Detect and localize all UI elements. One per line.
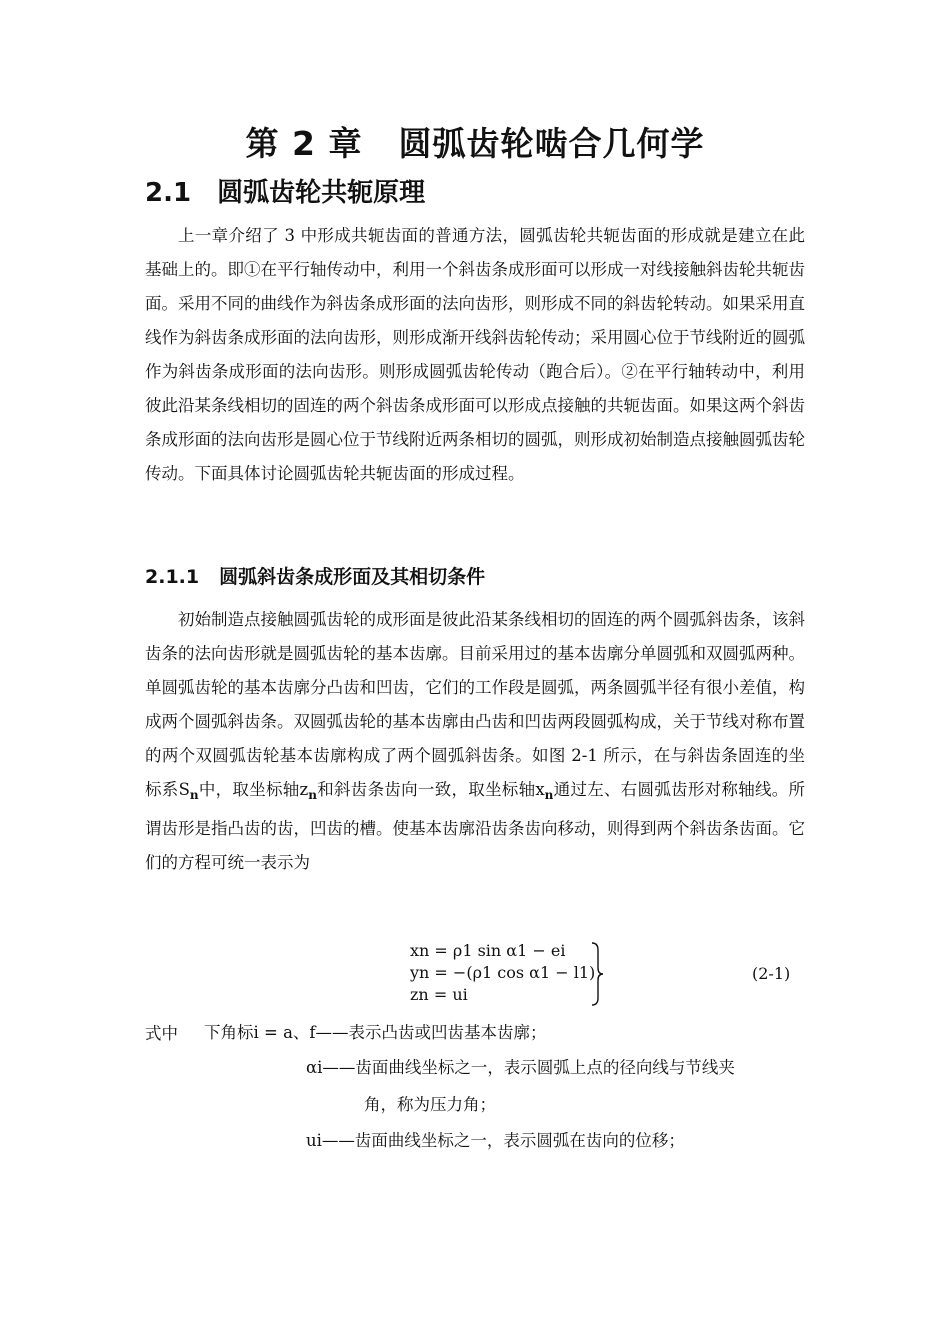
symbol-S: S bbox=[178, 780, 190, 799]
equation-line-2: yn = −(ρ1 cos α1 − l1) bbox=[410, 963, 596, 982]
symbol-x: x bbox=[535, 780, 545, 799]
section-number: 2.1 bbox=[145, 178, 192, 208]
paragraph-2-text-d: 通过左、右圆弧齿形对称轴线。所谓齿形是指凸齿的齿，凹齿的槽。使基本齿廓沿齿条齿向移动，则得到两个斜齿条齿面。它们的方程可统一表示为 bbox=[145, 780, 806, 872]
subsection-number: 2.1.1 bbox=[145, 566, 200, 588]
symbol-x-subscript: n bbox=[544, 788, 554, 802]
where-label: 式中 bbox=[145, 1024, 178, 1043]
paragraph-2-text-a: 初始制造点接触圆弧齿轮的成形面是彼此沿某条线相切的固连的两个圆弧斜齿条，该斜齿条的法向齿形就是圆弧齿轮的基本齿廓。目前采用过的基本齿廓分单圆弧和双圆弧两种。单圆弧齿轮的基本齿廓分凸齿和凹齿，它们的工作段是圆弧，两条圆弧半径有很小差值，构成两个圆弧斜齿条。双圆弧齿轮的基本齿廓由凸齿和凹齿两段圆弧构成，关于节线对称布置的两个双圆弧齿轮基本齿廓构成了两个圆弧斜齿条。如图 2-1 所示，在与斜齿条固连的坐标系 bbox=[145, 610, 805, 799]
equation-2-1 bbox=[410, 940, 640, 1008]
subsection-name: 圆弧斜齿条成形面及其相切条件 bbox=[219, 566, 486, 588]
symbol-S-subscript: n bbox=[189, 788, 199, 802]
equation-number: (2-1) bbox=[752, 964, 791, 983]
right-brace-icon bbox=[590, 942, 604, 1006]
definition-alpha-continued: 角，称为压力角； bbox=[364, 1095, 496, 1114]
section-heading bbox=[145, 172, 425, 209]
equation-line-1: xn = ρ1 sin α1 − ei bbox=[410, 941, 566, 960]
definition-alpha: αi——齿面曲线坐标之一，表示圆弧上点的径向线与节线夹 bbox=[306, 1058, 735, 1077]
equation-line-3: zn = ui bbox=[410, 985, 468, 1004]
chapter-title bbox=[0, 118, 950, 165]
paragraph-2-text-b: 中，取坐标轴 bbox=[198, 780, 300, 799]
section-name: 圆弧齿轮共轭原理 bbox=[217, 178, 426, 208]
subsection-heading bbox=[145, 562, 485, 589]
chapter-number: 第 2 章 bbox=[245, 124, 363, 163]
definition-subscript-i: 下角标i = a、f——表示凸齿或凹齿基本齿廓； bbox=[204, 1023, 547, 1042]
symbol-z-subscript: n bbox=[308, 788, 317, 802]
paragraph-2-text-c: 和斜齿条齿向一致，取坐标轴 bbox=[316, 780, 536, 799]
body-paragraph-2 bbox=[145, 603, 805, 880]
symbol-z: z bbox=[299, 780, 309, 799]
chapter-name: 圆弧齿轮啮合几何学 bbox=[398, 124, 705, 163]
body-paragraph-1: 上一章介绍了 3 中形成共轭齿面的普通方法，圆弧齿轮共轭齿面的形成就是建立在此基础上的。即①在平行轴传动中，利用一个斜齿条成形面可以形成一对线接触斜齿轮共轭齿面。采用不同的曲线作为斜齿条成形面的法向齿形，则形成不同的斜齿轮转动。如果采用直线作为斜齿条成形面的法向齿形，则形成渐开线斜齿轮传动；采用圆心位于节线附近的圆弧作为斜齿条成形面的法向齿形。则形成圆弧齿轮传动（跑合后）。②在平行轴转动中，利用彼此沿某条线相切的固连的两个斜齿条成形面可以形成点接触的共轭齿面。如果这两个斜齿条成形面的法向齿形是圆心位于节线附近两条相切的圆弧，则形成初始制造点接触圆弧齿轮传动。下面具体讨论圆弧齿轮共轭齿面的形成过程。 bbox=[145, 226, 805, 483]
definition-u: ui——齿面曲线坐标之一，表示圆弧在齿向的位移； bbox=[306, 1131, 685, 1150]
